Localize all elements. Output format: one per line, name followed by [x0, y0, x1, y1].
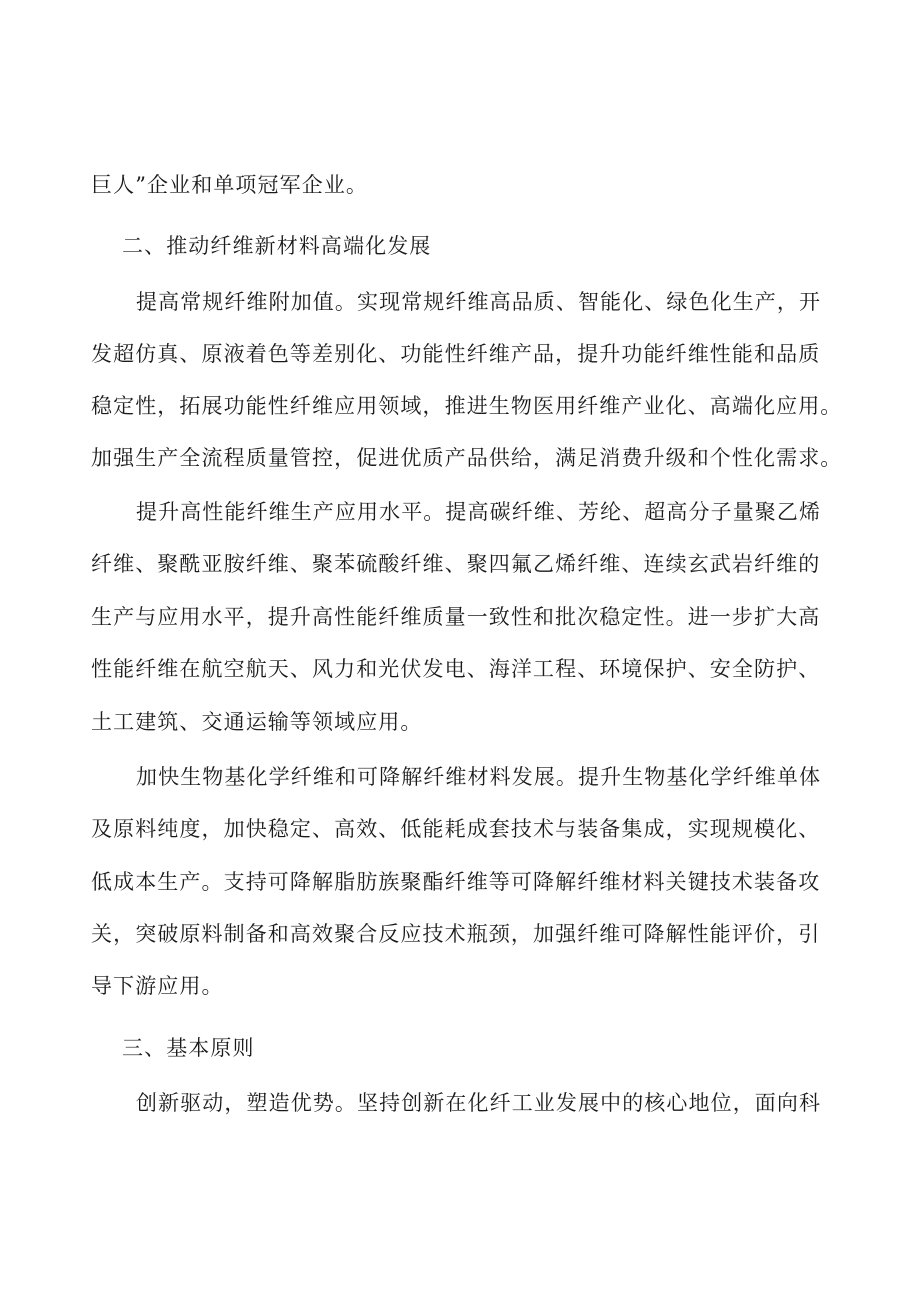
paragraph-line: 土工建筑、交通运输等领域应用。: [91, 710, 423, 734]
paragraph-line: 提升高性能纤维生产应用水平。提高碳纤维、芳纶、超高分子量聚乙烯: [136, 500, 822, 524]
paragraph-line: 性能纤维在航空航天、风力和光伏发电、海洋工程、环境保护、安全防护、: [91, 657, 821, 681]
paragraph-line: 关，突破原料制备和高效聚合反应技术瓶颈，加强纤维可降解性能评价，引: [91, 922, 821, 946]
paragraph-continuation-line: 巨人”企业和单项冠军企业。: [91, 173, 369, 197]
paragraph-line: 加快生物基化学纤维和可降解纤维材料发展。提升生物基化学纤维单体: [136, 765, 822, 789]
section-heading-3: 三、基本原则: [122, 1036, 255, 1060]
paragraph-line: 加强生产全流程质量管控，促进优质产品供给，满足消费升级和个性化需求。: [91, 446, 843, 470]
paragraph-line: 纤维、聚酰亚胺纤维、聚苯硫酸纤维、聚四氟乙烯纤维、连续玄武岩纤维的: [91, 552, 821, 576]
paragraph-line: 创新驱动，塑造优势。坚持创新在化纤工业发展中的核心地位，面向科: [136, 1091, 822, 1115]
paragraph-line: 导下游应用。: [91, 974, 224, 998]
paragraph-line: 稳定性，拓展功能性纤维应用领域，推进生物医用纤维产业化、高端化应用。: [91, 394, 843, 418]
paragraph-line: 生产与应用水平，提升高性能纤维质量一致性和批次稳定性。进一步扩大高: [91, 605, 821, 629]
section-heading-2: 二、推动纤维新材料高端化发展: [122, 234, 432, 258]
paragraph-line: 低成本生产。支持可降解脂肪族聚酯纤维等可降解纤维材料关键技术装备攻: [91, 870, 821, 894]
paragraph-line: 发超仿真、原液着色等差别化、功能性纤维产品，提升功能纤维性能和品质: [91, 342, 821, 366]
paragraph-line: 及原料纯度，加快稳定、高效、低能耗成套技术与装备集成，实现规模化、: [91, 817, 821, 841]
paragraph-line: 提高常规纤维附加值。实现常规纤维高品质、智能化、绿色化生产，开: [136, 290, 822, 314]
